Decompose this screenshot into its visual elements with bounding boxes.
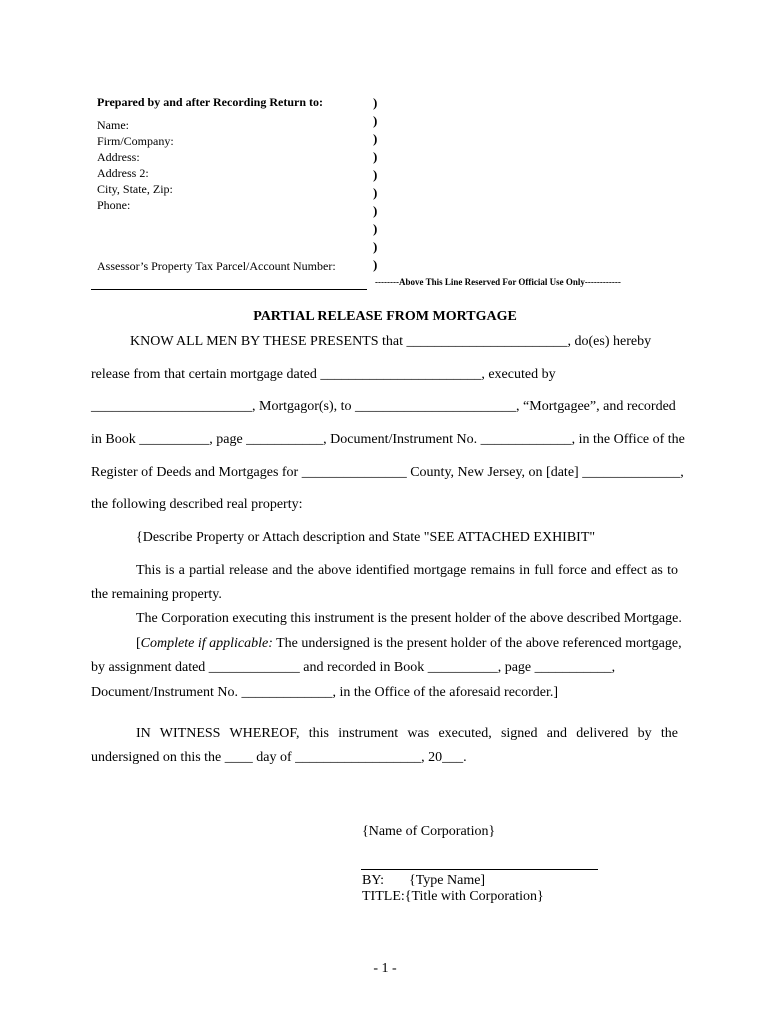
paren-mark: ) xyxy=(373,203,378,218)
paren-mark: ) xyxy=(373,221,378,236)
title-label: TITLE: xyxy=(362,889,405,904)
body-line-5: Register of Deeds and Mortgages for _______________ County, New Jersey, on [date] ______________, xyxy=(91,465,684,480)
title-value: {Title with Corporation} xyxy=(404,889,544,904)
page-number: - 1 - xyxy=(373,961,397,976)
address-field-label: Address: xyxy=(97,150,140,164)
recording-divider-line xyxy=(91,289,367,290)
name-field-label: Name: xyxy=(97,118,129,132)
document-number-line: Document/Instrument No. _____________, in the Office of the aforesaid recorder.] xyxy=(91,685,559,700)
corporation-name-placeholder: {Name of Corporation} xyxy=(362,824,496,839)
body-line-1: KNOW ALL MEN BY THESE PRESENTS that _______________________, do(es) hereby xyxy=(130,334,652,349)
prepared-by-label: Prepared by and after Recording Return to: xyxy=(97,95,323,109)
paren-mark: ) xyxy=(373,167,378,182)
firm-field-label: Firm/Company: xyxy=(97,134,174,148)
paren-mark: ) xyxy=(373,239,378,254)
body-line-2: release from that certain mortgage dated _______________________, executed by xyxy=(91,367,556,382)
bracket-open: [ xyxy=(136,636,141,651)
signature-line xyxy=(361,869,598,870)
paren-mark: ) xyxy=(373,185,378,200)
by-line xyxy=(362,873,485,889)
paren-mark: ) xyxy=(373,95,378,110)
corporation-holder-line: The Corporation executing this instrument is the present holder of the above described Mortgage. xyxy=(136,611,682,626)
phone-field-label: Phone: xyxy=(97,198,131,212)
title-line xyxy=(362,889,544,905)
body-line-4: in Book __________, page ___________, Document/Instrument No. _____________, in the Office of the xyxy=(91,432,685,447)
partial-release-line-a: This is a partial release and the above identified mortgage remains in full force and effect as to xyxy=(136,563,678,578)
body-line-6: the following described real property: xyxy=(91,497,303,512)
official-dashes-right: ------------ xyxy=(584,277,621,287)
by-value: {Type Name] xyxy=(409,873,486,888)
official-dashes-left: -------- xyxy=(375,277,399,287)
official-use-text: Above This Line Reserved For Official Use Only xyxy=(398,277,585,287)
complete-if-applicable-line xyxy=(136,636,682,652)
paren-mark: ) xyxy=(373,113,378,128)
witness-line-a: IN WITNESS WHEREOF, this instrument was executed, signed and delivered by the xyxy=(136,726,678,741)
complete-if-applicable-italic: Complete if applicable: xyxy=(140,636,273,651)
official-use-banner xyxy=(375,277,621,287)
assignment-line: by assignment dated _____________ and recorded in Book __________, page ___________, xyxy=(91,660,616,675)
by-label: BY: xyxy=(362,873,385,888)
complete-if-applicable-rest: The undersigned is the present holder of the above referenced mortgage, xyxy=(272,636,682,651)
address2-field-label: Address 2: xyxy=(97,166,149,180)
paren-mark: ) xyxy=(373,149,378,164)
city-state-zip-field-label: City, State, Zip: xyxy=(97,182,173,196)
partial-release-line-b: the remaining property. xyxy=(91,587,222,602)
document-title: PARTIAL RELEASE FROM MORTGAGE xyxy=(253,309,517,324)
paren-mark: ) xyxy=(373,131,378,146)
parcel-number-label: Assessor’s Property Tax Parcel/Account Number: xyxy=(97,259,336,273)
witness-line-b: undersigned on this the ____ day of __________________, 20___. xyxy=(91,750,467,765)
describe-property-line: {Describe Property or Attach description and State "SEE ATTACHED EXHIBIT" xyxy=(136,530,596,545)
body-line-3: _______________________, Mortgagor(s), to _______________________, “Mortgagee”, and recorded xyxy=(91,399,676,414)
paren-mark: ) xyxy=(373,257,378,272)
